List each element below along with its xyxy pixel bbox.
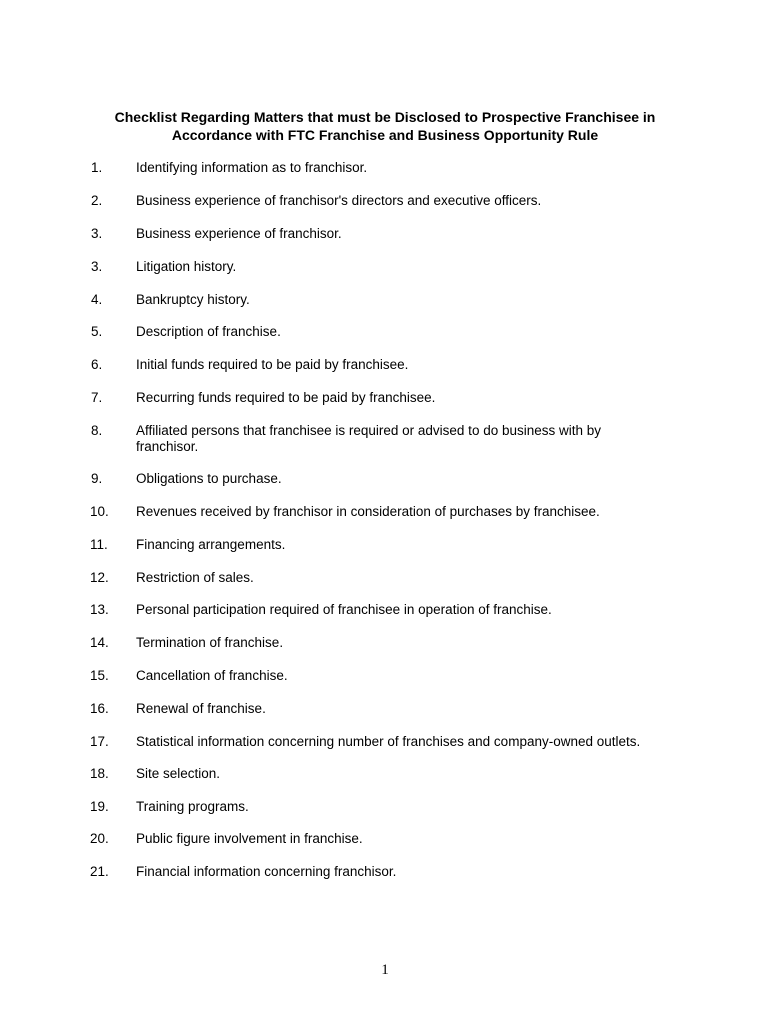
item-number: 18. xyxy=(90,766,109,781)
item-number: 3. xyxy=(91,259,103,274)
item-text: Bankruptcy history. xyxy=(136,292,250,307)
item-number: 4. xyxy=(91,292,103,307)
item-number: 19. xyxy=(90,799,109,814)
page-number: 1 xyxy=(381,962,389,978)
item-number: 9. xyxy=(91,471,103,486)
item-number: 8. xyxy=(91,423,103,438)
item-text: Personal participation required of franchisee in operation of franchise. xyxy=(136,602,552,617)
item-number: 10. xyxy=(90,504,109,519)
item-number: 21. xyxy=(90,864,109,879)
item-number: 7. xyxy=(91,390,103,405)
item-text: Financing arrangements. xyxy=(136,537,286,552)
item-text: Recurring funds required to be paid by franchisee. xyxy=(136,390,436,405)
item-number: 11. xyxy=(90,537,108,552)
item-text: Training programs. xyxy=(136,799,249,814)
item-text: Financial information concerning franchisor. xyxy=(136,864,397,879)
item-text: Restriction of sales. xyxy=(136,570,254,585)
item-text: Business experience of franchisor's directors and executive officers. xyxy=(136,193,542,208)
page-title xyxy=(60,108,710,144)
item-text: Statistical information concerning number of franchises and company-owned outlets. xyxy=(136,734,641,749)
item-text: Cancellation of franchise. xyxy=(136,668,288,683)
item-number: 12. xyxy=(90,570,109,585)
item-number: 14. xyxy=(90,635,109,650)
title-line-2: Accordance with FTC Franchise and Business Opportunity Rule xyxy=(171,127,599,143)
item-number: 16. xyxy=(90,701,109,716)
item-number: 5. xyxy=(91,324,103,339)
item-number: 13. xyxy=(90,602,109,617)
item-text: Obligations to purchase. xyxy=(136,471,282,486)
item-text: Identifying information as to franchisor. xyxy=(136,160,368,175)
item-text: Public figure involvement in franchise. xyxy=(136,831,363,846)
item-text: Litigation history. xyxy=(136,259,237,274)
item-number: 6. xyxy=(91,357,103,372)
item-number: 2. xyxy=(91,193,103,208)
item-text: Business experience of franchisor. xyxy=(136,226,342,241)
item-number: 3. xyxy=(91,226,103,241)
item-text: Site selection. xyxy=(136,766,221,781)
item-text: Revenues received by franchisor in consideration of purchases by franchisee. xyxy=(136,504,600,519)
item-number: 17. xyxy=(90,734,109,749)
item-text: Renewal of franchise. xyxy=(136,701,266,716)
item-number: 15. xyxy=(90,668,109,683)
item-number: 1. xyxy=(91,160,103,175)
item-text: Termination of franchise. xyxy=(136,635,284,650)
item-text: Affiliated persons that franchisee is required or advised to do business with by franchisor. xyxy=(136,423,602,454)
item-number: 20. xyxy=(90,831,109,846)
title-line-1: Checklist Regarding Matters that must be Disclosed to Prospective Franchisee in xyxy=(114,109,656,125)
item-text: Initial funds required to be paid by franchisee. xyxy=(136,357,409,372)
item-text: Description of franchise. xyxy=(136,324,281,339)
